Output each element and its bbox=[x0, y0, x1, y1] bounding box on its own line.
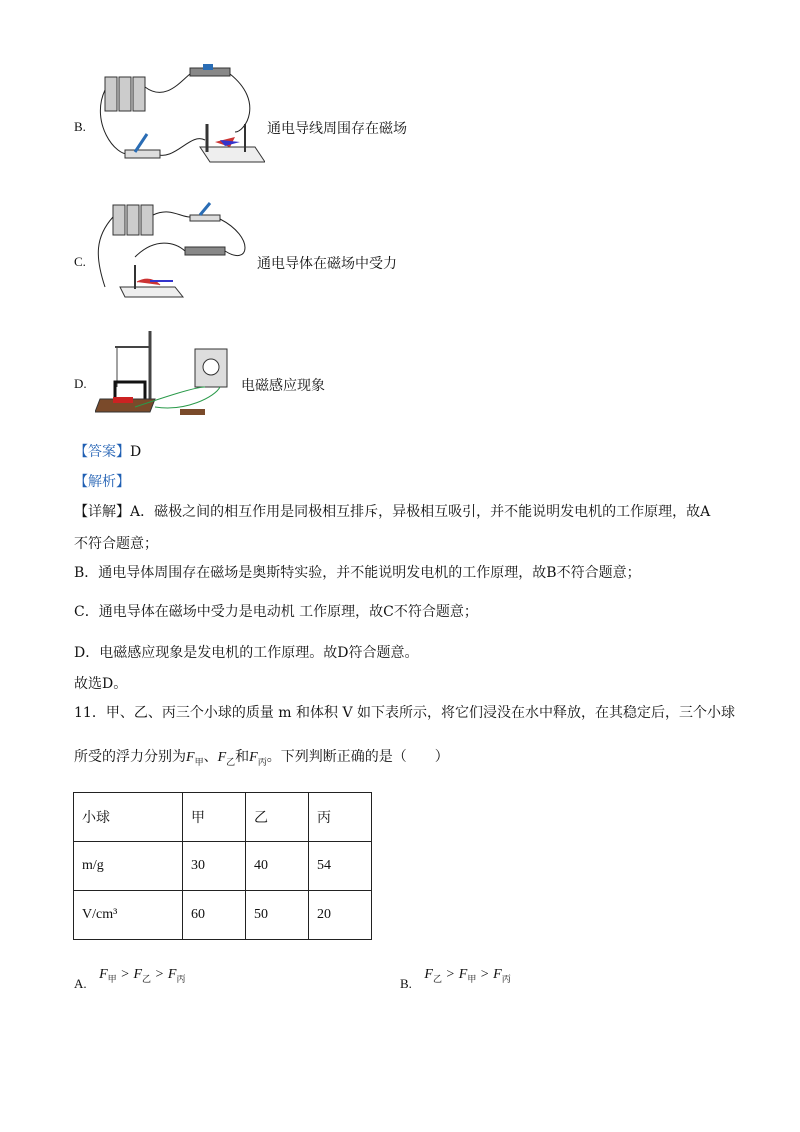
choice-a-formula: $F_甲 > F_乙 > F_丙$ bbox=[99, 967, 186, 984]
table-header-cell: 丙 bbox=[309, 793, 372, 842]
table-header-cell: 甲 bbox=[183, 793, 246, 842]
force-yi: $F_乙$ bbox=[217, 750, 236, 767]
choice-a-letter: A. bbox=[74, 976, 87, 991]
table-cell: 50 bbox=[246, 891, 309, 940]
q11-sep-1: 、 bbox=[203, 749, 218, 765]
table-row bbox=[74, 842, 372, 891]
answer-line bbox=[74, 445, 141, 459]
choice-b[interactable] bbox=[400, 967, 511, 990]
detail-text-1: A．磁极之间的相互作用是同极相互排斥，异极相互吸引，并不能说明发电机的工作原理，故A bbox=[130, 504, 711, 520]
analysis-tag: 【解析】 bbox=[74, 474, 130, 490]
table-header-row bbox=[74, 793, 372, 842]
option-d-letter: D. bbox=[74, 376, 87, 391]
table-row bbox=[74, 891, 372, 940]
q11-text-pre: 所受的浮力分别为 bbox=[74, 749, 186, 765]
table-cell: 20 bbox=[309, 891, 372, 940]
q11-sep-2: 和 bbox=[235, 749, 250, 765]
table-row-label: m/g bbox=[74, 842, 183, 891]
choice-b-formula: $F_乙 > F_甲 > F_丙$ bbox=[424, 967, 511, 984]
option-b-letter: B. bbox=[74, 119, 86, 134]
force-bing: $F_丙$ bbox=[249, 750, 267, 767]
option-c-caption: 通电导体在磁场中受力 bbox=[257, 256, 397, 272]
detail-tag: 【详解】 bbox=[74, 504, 130, 520]
detail-line-d: D．电磁感应现象是发电机的工作原理。故D符合题意。 bbox=[74, 645, 419, 661]
table-header-cell: 小球 bbox=[74, 793, 183, 842]
detail-conclusion: 故选D。 bbox=[74, 676, 128, 692]
choice-b-letter: B. bbox=[400, 976, 412, 991]
ball-data-table bbox=[73, 792, 372, 940]
table-cell: 30 bbox=[183, 842, 246, 891]
question-11-line-1: 11．甲、乙、丙三个小球的质量 m 和体积 V 如下表所示，将它们浸没在水中释放，在其稳定后，三个小球 bbox=[74, 705, 735, 721]
detail-line-1 bbox=[74, 505, 710, 519]
table-cell: 60 bbox=[183, 891, 246, 940]
detail-line-c: C．通电导体在磁场中受力是电动机 工作原理，故C不符合题意； bbox=[74, 604, 478, 620]
option-d-figure bbox=[95, 327, 235, 422]
option-b-figure bbox=[95, 62, 265, 182]
table-cell: 54 bbox=[309, 842, 372, 891]
table-header-cell: 乙 bbox=[246, 793, 309, 842]
detail-line-b: B．通电导体周围存在磁场是奥斯特实验，并不能说明发电机的工作原理，故B不符合题意； bbox=[74, 565, 641, 581]
answer-value: D bbox=[130, 444, 142, 460]
choice-a[interactable] bbox=[74, 967, 185, 990]
table-row-label: V/cm³ bbox=[74, 891, 183, 940]
option-d-caption: 电磁感应现象 bbox=[241, 378, 325, 394]
question-11-line-2 bbox=[74, 750, 449, 767]
answer-tag: 【答案】 bbox=[74, 444, 130, 460]
option-b-caption: 通电导线周围存在磁场 bbox=[267, 121, 407, 137]
force-jia: $F_甲$ bbox=[186, 750, 204, 767]
option-c-letter: C. bbox=[74, 254, 86, 269]
option-c-figure bbox=[95, 197, 255, 302]
detail-line-2: 不符合题意； bbox=[74, 536, 158, 552]
q11-text-post: 。下列判断正确的是（ ） bbox=[266, 749, 449, 765]
table-cell: 40 bbox=[246, 842, 309, 891]
